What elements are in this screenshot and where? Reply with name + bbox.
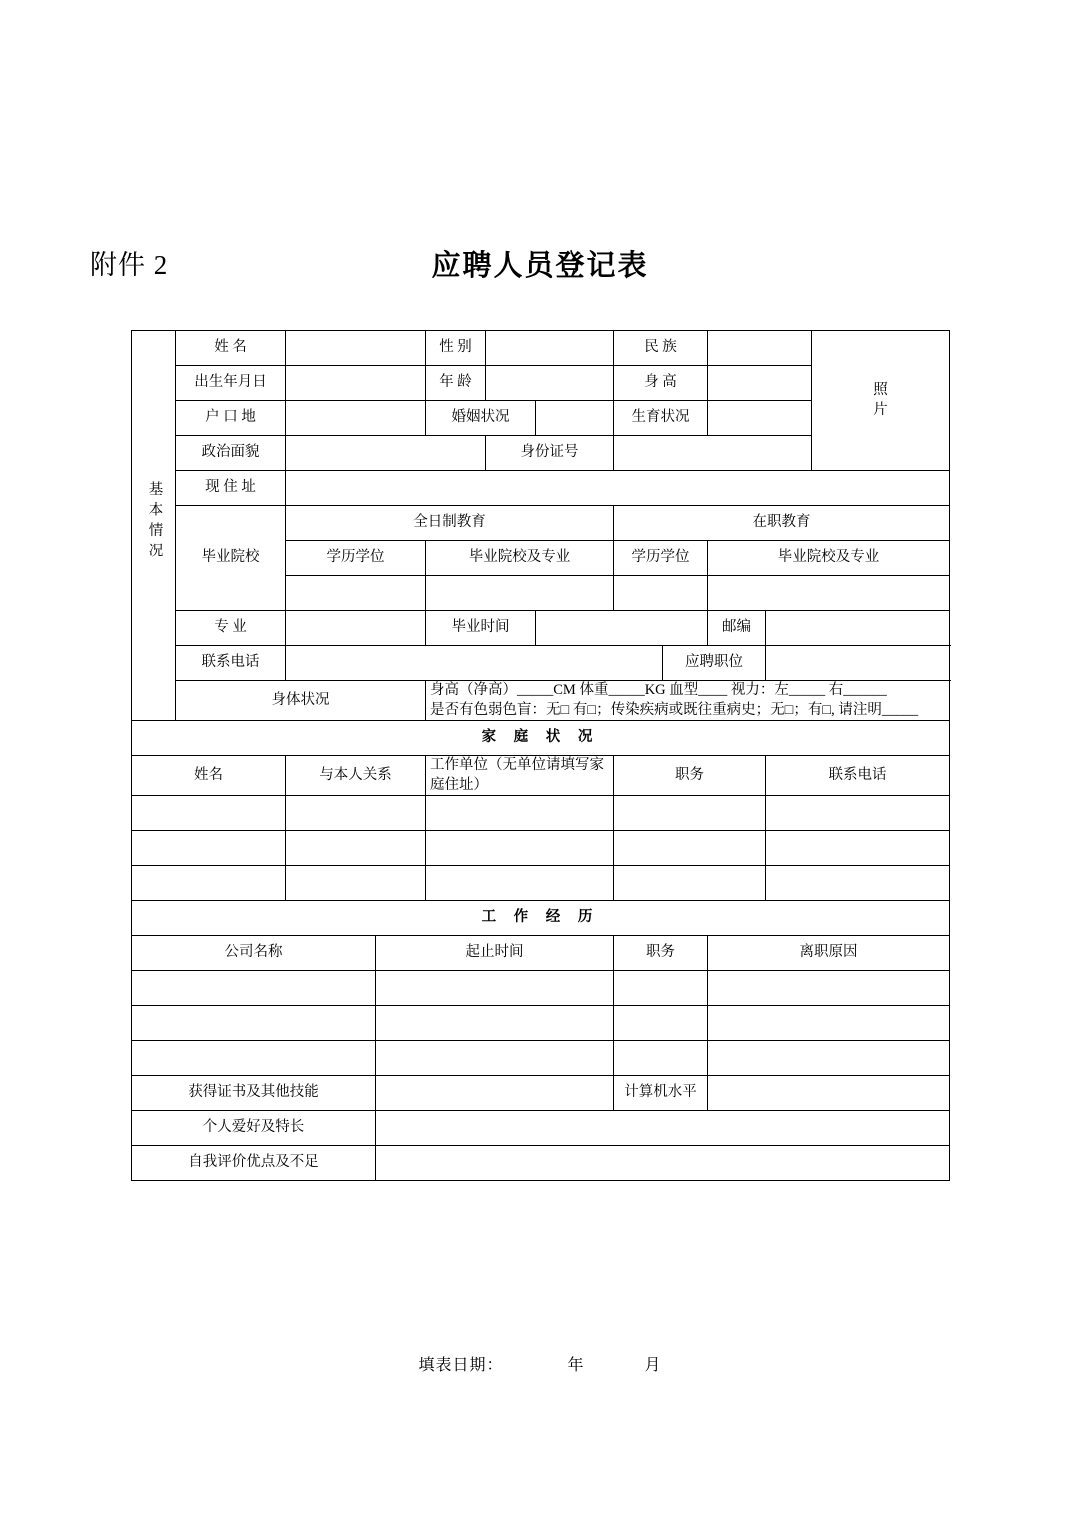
table-row xyxy=(132,756,950,796)
age-label: 年 龄 xyxy=(426,366,486,401)
fulltime-school-major-label: 毕业院校及专业 xyxy=(426,541,614,576)
work-cell-period[interactable] xyxy=(376,1006,614,1041)
onjob-school-major-value[interactable] xyxy=(708,576,950,611)
family-cell-name[interactable] xyxy=(132,831,286,866)
table-row xyxy=(132,901,950,936)
family-cell-position[interactable] xyxy=(614,831,766,866)
work-header-position: 职务 xyxy=(614,936,708,971)
on-job-education-header: 在职教育 xyxy=(614,506,950,541)
fulltime-degree-label: 学历学位 xyxy=(286,541,426,576)
computer-level-label: 计算机水平 xyxy=(614,1076,708,1111)
attachment-label: 附件 2 xyxy=(90,250,169,280)
work-experience-title: 工 作 经 历 xyxy=(132,901,950,936)
gender-label: 性 别 xyxy=(426,331,486,366)
graduation-time-value[interactable] xyxy=(536,611,708,646)
major-value[interactable] xyxy=(286,611,426,646)
table-row xyxy=(132,971,950,1006)
month-label: 月 xyxy=(644,1357,662,1374)
family-cell-phone[interactable] xyxy=(766,796,950,831)
basic-info-vertical-label xyxy=(132,331,176,721)
work-cell-reason[interactable] xyxy=(708,1041,950,1076)
onjob-school-major-label: 毕业院校及专业 xyxy=(708,541,950,576)
family-cell-relation[interactable] xyxy=(286,866,426,901)
table-row xyxy=(132,1041,950,1076)
household-value[interactable] xyxy=(286,401,426,436)
physical-line-1: 身高（净高）_____CM 体重_____KG 血型____ 视力：左_____ 右______ xyxy=(430,682,887,698)
postcode-value[interactable] xyxy=(766,611,950,646)
self-evaluation-label: 自我评价优点及不足 xyxy=(132,1146,376,1181)
onjob-degree-value[interactable] xyxy=(614,576,708,611)
applied-position-value[interactable] xyxy=(766,646,950,681)
physical-status-label: 身体状况 xyxy=(176,681,426,721)
political-value[interactable] xyxy=(286,436,486,471)
table-row xyxy=(132,1076,950,1111)
onjob-degree-label: 学历学位 xyxy=(614,541,708,576)
work-cell-position[interactable] xyxy=(614,1006,708,1041)
fill-date-label: 填表日期： xyxy=(418,1357,504,1374)
table-row xyxy=(132,331,950,366)
age-value[interactable] xyxy=(486,366,614,401)
current-address-value[interactable] xyxy=(286,471,950,506)
work-cell-period[interactable] xyxy=(376,971,614,1006)
table-row xyxy=(132,681,950,721)
table-row xyxy=(132,721,950,756)
fertility-label: 生育状况 xyxy=(614,401,708,436)
table-row xyxy=(132,471,950,506)
photo-placeholder xyxy=(812,331,950,471)
table-row xyxy=(132,1006,950,1041)
work-cell-company[interactable] xyxy=(132,1041,376,1076)
table-row xyxy=(132,646,950,681)
physical-status-value[interactable] xyxy=(426,681,950,721)
physical-line-2: 是否有色弱色盲：无□ 有□；传染疾病或既往重病史；无□；有□, 请注明_____ xyxy=(430,701,919,718)
table-row xyxy=(132,1111,950,1146)
birthdate-value[interactable] xyxy=(286,366,426,401)
certificates-label: 获得证书及其他技能 xyxy=(132,1076,376,1111)
family-cell-phone[interactable] xyxy=(766,866,950,901)
family-cell-position[interactable] xyxy=(614,796,766,831)
family-header-phone: 联系电话 xyxy=(766,756,950,796)
self-evaluation-value[interactable] xyxy=(376,1146,950,1181)
ethnicity-label: 民 族 xyxy=(614,331,708,366)
application-form-table xyxy=(131,330,950,1181)
ethnicity-value[interactable] xyxy=(708,331,812,366)
table-row xyxy=(132,831,950,866)
page-title: 应聘人员登记表 xyxy=(431,250,649,282)
work-cell-reason[interactable] xyxy=(708,971,950,1006)
family-cell-workplace[interactable] xyxy=(426,831,614,866)
work-cell-position[interactable] xyxy=(614,971,708,1006)
table-row xyxy=(132,1146,950,1181)
postcode-label: 邮编 xyxy=(708,611,766,646)
work-header-company: 公司名称 xyxy=(132,936,376,971)
table-row xyxy=(132,866,950,901)
family-cell-relation[interactable] xyxy=(286,796,426,831)
table-row xyxy=(132,936,950,971)
family-header-relation: 与本人关系 xyxy=(286,756,426,796)
hobbies-value[interactable] xyxy=(376,1111,950,1146)
id-number-value[interactable] xyxy=(614,436,812,471)
name-label: 姓 名 xyxy=(176,331,286,366)
marital-label: 婚姻状况 xyxy=(426,401,536,436)
contact-phone-label: 联系电话 xyxy=(176,646,286,681)
work-header-reason: 离职原因 xyxy=(708,936,950,971)
fertility-value[interactable] xyxy=(708,401,812,436)
full-time-education-header: 全日制教育 xyxy=(286,506,614,541)
family-cell-position[interactable] xyxy=(614,866,766,901)
family-cell-relation[interactable] xyxy=(286,831,426,866)
work-cell-company[interactable] xyxy=(132,1006,376,1041)
table-row xyxy=(132,796,950,831)
height-value[interactable] xyxy=(708,366,812,401)
contact-phone-value[interactable] xyxy=(286,646,663,681)
household-label: 户 口 地 xyxy=(176,401,286,436)
basic-info-vertical-text: 基本情况 xyxy=(146,481,163,564)
form-footer xyxy=(131,1352,949,1375)
gender-value[interactable] xyxy=(486,331,614,366)
applied-position-label: 应聘职位 xyxy=(663,646,766,681)
graduation-time-label: 毕业时间 xyxy=(426,611,536,646)
work-cell-period[interactable] xyxy=(376,1041,614,1076)
photo-label-line1: 照 xyxy=(873,381,888,398)
id-number-label: 身份证号 xyxy=(486,436,614,471)
work-cell-company[interactable] xyxy=(132,971,376,1006)
family-header-workplace: 工作单位（无单位请填写家庭住址） xyxy=(426,756,614,796)
family-header-position: 职务 xyxy=(614,756,766,796)
major-label: 专 业 xyxy=(176,611,286,646)
table-row xyxy=(132,506,950,541)
current-address-label: 现 住 址 xyxy=(176,471,286,506)
family-cell-workplace[interactable] xyxy=(426,866,614,901)
certificates-value[interactable] xyxy=(376,1076,614,1111)
photo-label-line2: 片 xyxy=(873,401,888,418)
work-cell-reason[interactable] xyxy=(708,1006,950,1041)
family-cell-name[interactable] xyxy=(132,796,286,831)
family-cell-workplace[interactable] xyxy=(426,796,614,831)
family-status-title: 家 庭 状 况 xyxy=(132,721,950,756)
work-header-period: 起止时间 xyxy=(376,936,614,971)
fulltime-school-major-value[interactable] xyxy=(426,576,614,611)
political-label: 政治面貌 xyxy=(176,436,286,471)
marital-value[interactable] xyxy=(536,401,614,436)
hobbies-label: 个人爱好及特长 xyxy=(132,1111,376,1146)
family-cell-name[interactable] xyxy=(132,866,286,901)
table-row xyxy=(132,611,950,646)
family-header-name: 姓名 xyxy=(132,756,286,796)
height-label: 身 高 xyxy=(614,366,708,401)
name-value[interactable] xyxy=(286,331,426,366)
graduation-school-label: 毕业院校 xyxy=(176,506,286,611)
year-label: 年 xyxy=(567,1357,585,1374)
document-header xyxy=(90,243,990,289)
birthdate-label: 出生年月日 xyxy=(176,366,286,401)
computer-level-value[interactable] xyxy=(708,1076,950,1111)
fulltime-degree-value[interactable] xyxy=(286,576,426,611)
work-cell-position[interactable] xyxy=(614,1041,708,1076)
family-cell-phone[interactable] xyxy=(766,831,950,866)
